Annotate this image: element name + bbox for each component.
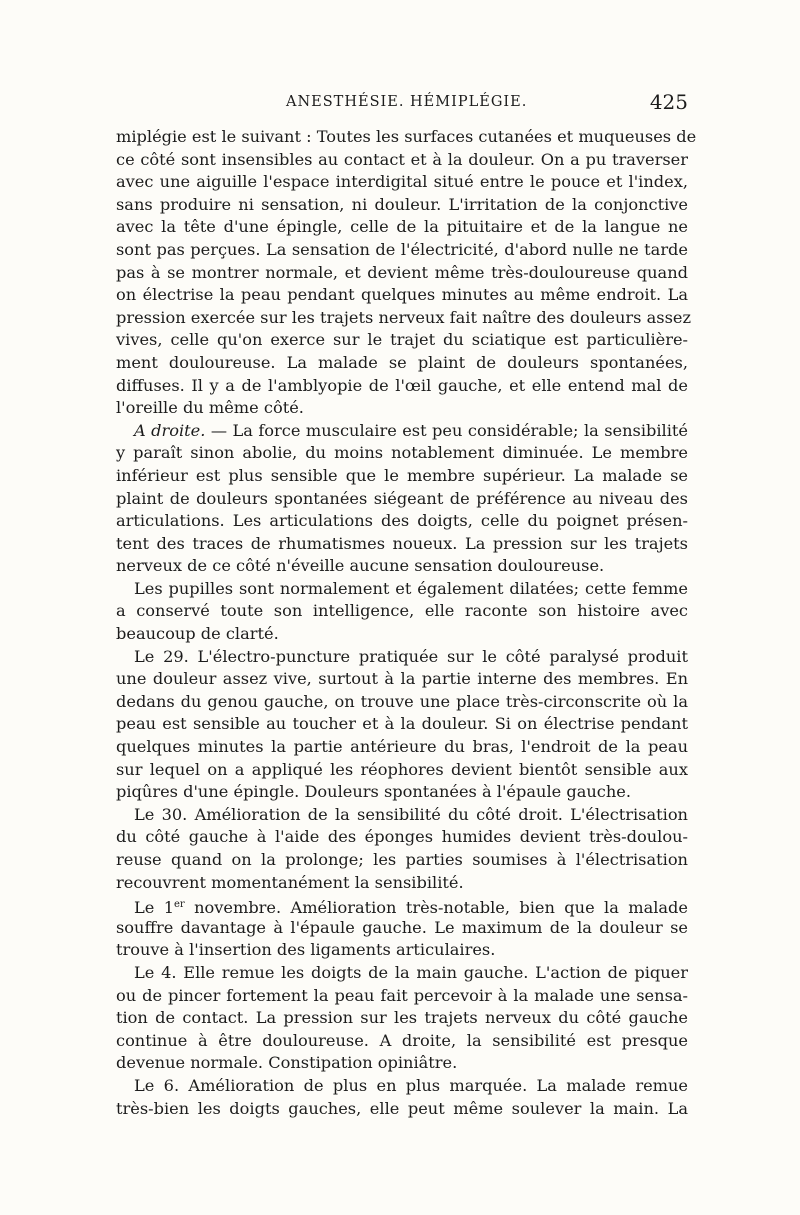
text-line: y paraît sinon abolie, du moins notablement diminuée. Le membre [116, 443, 688, 463]
text-line: pression exercée sur les trajets nerveux fait naître des douleurs assez [116, 307, 691, 327]
le-1-label: Le 1 [134, 898, 174, 918]
text-line: souffre davantage à l'épaule gauche. Le maximum de la douleur se [116, 917, 688, 937]
text-line-rest: novembre. Amélioration très-notable, bien que la malade [184, 898, 688, 918]
text-line: Le 4. Elle remue les doigts de la main gauche. L'action de piquer [134, 962, 688, 982]
text-line: sont pas perçues. La sensation de l'électricité, d'abord nulle ne tarde [116, 239, 688, 259]
text-line: beaucoup de clarté. [116, 624, 279, 644]
text-line: devenue normale. Constipation opiniâtre. [116, 1053, 458, 1073]
text-line: miplégie est le suivant : Toutes les surfaces cutanées et muqueuses de [116, 127, 697, 146]
text-line: a conservé toute son intelligence, elle raconte son histoire avec [116, 601, 688, 621]
text-line-le-1er [116, 894, 688, 917]
text-line: Le 29. L'électro-puncture pratiquée sur le côté paralysé produit [134, 646, 688, 666]
text-line: nerveux de ce côté n'éveille aucune sensation douloureuse. [116, 556, 605, 576]
text-line: une douleur assez vive, surtout à la partie interne des membres. En [116, 669, 688, 689]
text-line: on électrise la peau pendant quelques minutes au même endroit. La [116, 285, 688, 305]
text-line: plaint de douleurs spontanées siégeant de préférence au niveau des [116, 488, 688, 508]
text-line: l'oreille du même côté. [116, 398, 304, 418]
text-line: sans produire ni sensation, ni douleur. L'irritation de la conjonctive [116, 194, 688, 214]
text-line-a-droite [116, 420, 688, 443]
a-droite-label: A droite. [134, 420, 206, 440]
text-line: du côté gauche à l'aide des éponges humides devient très-doulou- [116, 827, 688, 847]
page-header [116, 90, 688, 120]
text-line: trouve à l'insertion des ligaments articulaires. [116, 940, 496, 960]
text-line: Le 30. Amélioration de la sensibilité du côté droit. L'électrisation [134, 804, 688, 824]
running-head: ANESTHÉSIE. HÉMIPLÉGIE. [286, 94, 528, 110]
text-line: tent des traces de rhumatismes noueux. La pression sur les trajets [116, 533, 688, 553]
text-line-rest: — La force musculaire est peu considérable; la sensibilité [210, 420, 688, 440]
text-line: continue à être douloureuse. A droite, la sensibilité est presque [116, 1030, 688, 1050]
text-line: recouvrent momentanément la sensibilité. [116, 872, 464, 892]
text-line: dedans du genou gauche, on trouve une place très-circonscrite où la [116, 691, 688, 711]
text-line: avec la tête d'une épingle, celle de la pituitaire et de la langue ne [116, 217, 688, 237]
text-line: quelques minutes la partie antérieure du bras, l'endroit de la peau [116, 737, 688, 757]
text-line: vives, celle qu'on exerce sur le trajet du sciatique est particulière- [116, 330, 688, 350]
text-line: ment douloureuse. La malade se plaint de douleurs spontanées, [116, 352, 688, 372]
text-line: tion de contact. La pression sur les trajets nerveux du côté gauche [116, 1008, 688, 1028]
page-number: 425 [649, 90, 688, 114]
text-line: diffuses. Il y a de l'amblyopie de l'œil gauche, et elle entend mal de [116, 375, 688, 395]
text-line: Les pupilles sont normalement et également dilatées; cette femme [134, 578, 688, 598]
text-line: peau est sensible au toucher et à la douleur. Si on électrise pendant [116, 714, 688, 734]
text-line: piqûres d'une épingle. Douleurs spontanées à l'épaule gauche. [116, 782, 631, 802]
text-line: avec une aiguille l'espace interdigital situé entre le pouce et l'index, [116, 172, 688, 192]
text-line: inférieur est plus sensible que le membre supérieur. La malade se [116, 465, 688, 485]
text-line: très-bien les doigts gauches, elle peut même soulever la main. La [116, 1098, 688, 1118]
text-line: ou de pincer fortement la peau fait percevoir à la malade une sensa- [116, 985, 688, 1005]
er-superscript: er [174, 899, 185, 911]
text-line: ce côté sont insensibles au contact et à la douleur. On a pu traverser [116, 149, 688, 169]
text-line: sur lequel on a appliqué les réophores devient bientôt sensible aux [116, 759, 688, 779]
text-line: articulations. Les articulations des doigts, celle du poignet présen- [116, 511, 688, 531]
text-line: Le 6. Amélioration de plus en plus marquée. La malade remue [134, 1075, 688, 1095]
body-text [116, 126, 697, 1120]
text-line: reuse quand on la prolonge; les parties soumises à l'électrisation [116, 850, 688, 869]
text-line: pas à se montrer normale, et devient même très-douloureuse quand [116, 262, 688, 282]
